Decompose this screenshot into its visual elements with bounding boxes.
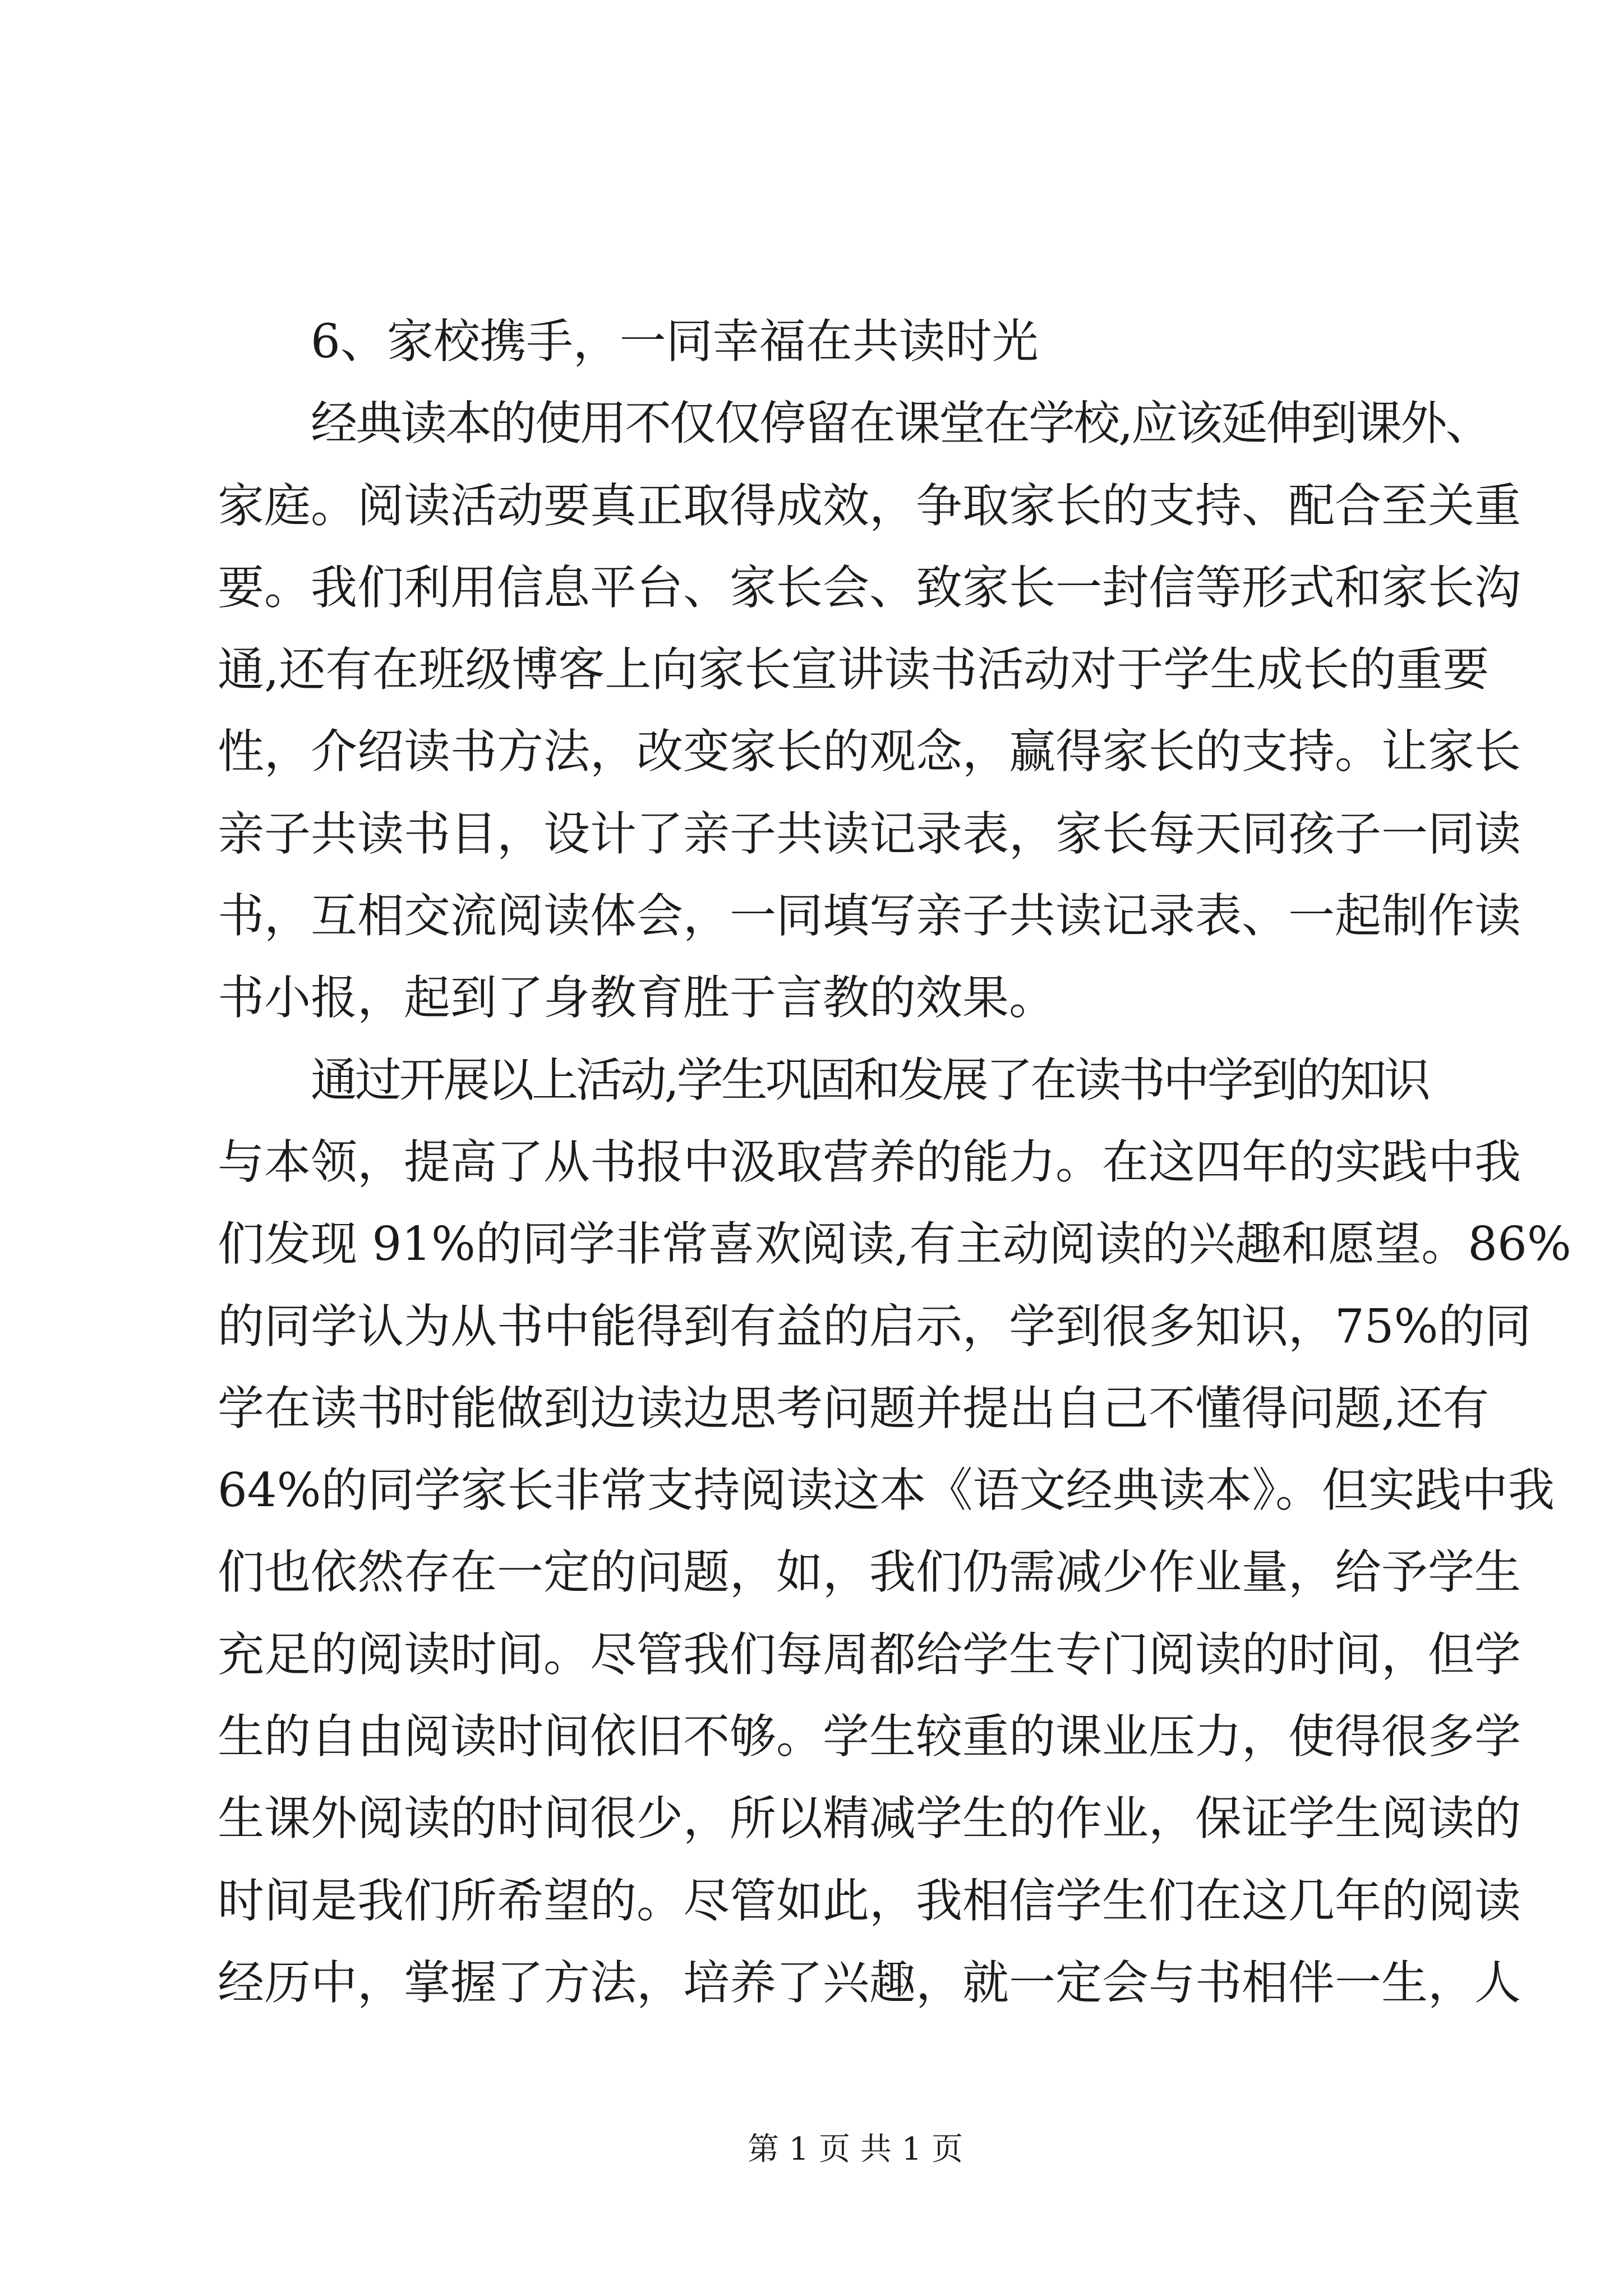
paragraph-line: 书，互相交流阅读体会，一同填写亲子共读记录表、一起制作读 [218, 889, 1521, 944]
paragraph-line: 亲子共读书目，设计了亲子共读记录表，家长每天同孩子一同读 [218, 806, 1521, 861]
paragraph-line: 时间是我们所希望的。尽管如此，我相信学生们在这几年的阅读 [218, 1873, 1521, 1928]
paragraph-line: 家庭。阅读活动要真正取得成效，争取家长的支持、配合至关重 [218, 478, 1521, 533]
page-footer: 第 1 页 共 1 页 [747, 2131, 963, 2168]
paragraph-line: 通过开展以上活动,学生巩固和发展了在读书中学到的知识 [311, 1052, 1428, 1107]
paragraph-2 [218, 1039, 1571, 2024]
paragraph-line: 的同学认为从书中能得到有益的启示，学到很多知识，75%的同 [218, 1299, 1532, 1354]
paragraph-line: 64%的同学家长非常支持阅读这本《语文经典读本》。但实践中我 [218, 1463, 1555, 1518]
paragraph-line: 经历中，掌握了方法，培养了兴趣，就一定会与书相伴一生，人 [218, 1955, 1521, 2010]
paragraph-line: 书小报，起到了身教育胜于言教的效果。 [218, 970, 1055, 1025]
paragraph-line: 与本领，提高了从书报中汲取营养的能力。在这四年的实践中我 [218, 1134, 1521, 1189]
paragraph-line: 们发现 91%的同学非常喜欢阅读,有主动阅读的兴趣和愿望。86% [218, 1217, 1571, 1272]
paragraph-line: 要。我们利用信息平台、家长会、致家长一封信等形式和家长沟 [218, 560, 1521, 615]
paragraph-line: 通,还有在班级博客上向家长宣讲读书活动对于学生成长的重要 [218, 642, 1490, 697]
document-body [218, 301, 1571, 2024]
paragraph-1 [218, 383, 1521, 1039]
paragraph-line: 们也依然存在一定的问题，如，我们仍需减少作业量，给予学生 [218, 1545, 1521, 1600]
paragraph-line: 充足的阅读时间。尽管我们每周都给学生专门阅读的时间，但学 [218, 1627, 1521, 1682]
paragraph-line: 学在读书时能做到边读边思考问题并提出自己不懂得问题,还有 [218, 1381, 1490, 1435]
paragraph-line: 生的自由阅读时间依旧不够。学生较重的课业压力，使得很多学 [218, 1709, 1521, 1764]
paragraph-line: 生课外阅读的时间很少，所以精减学生的作业，保证学生阅读的 [218, 1791, 1521, 1846]
paragraph-line: 经典读本的使用不仅仅停留在课堂在学校,应该延伸到课外、 [311, 396, 1491, 451]
paragraph-line: 性，介绍读书方法，改变家长的观念，赢得家长的支持。让家长 [218, 724, 1521, 779]
section-heading: 6、家校携手，一同幸福在共读时光 [311, 314, 1039, 369]
